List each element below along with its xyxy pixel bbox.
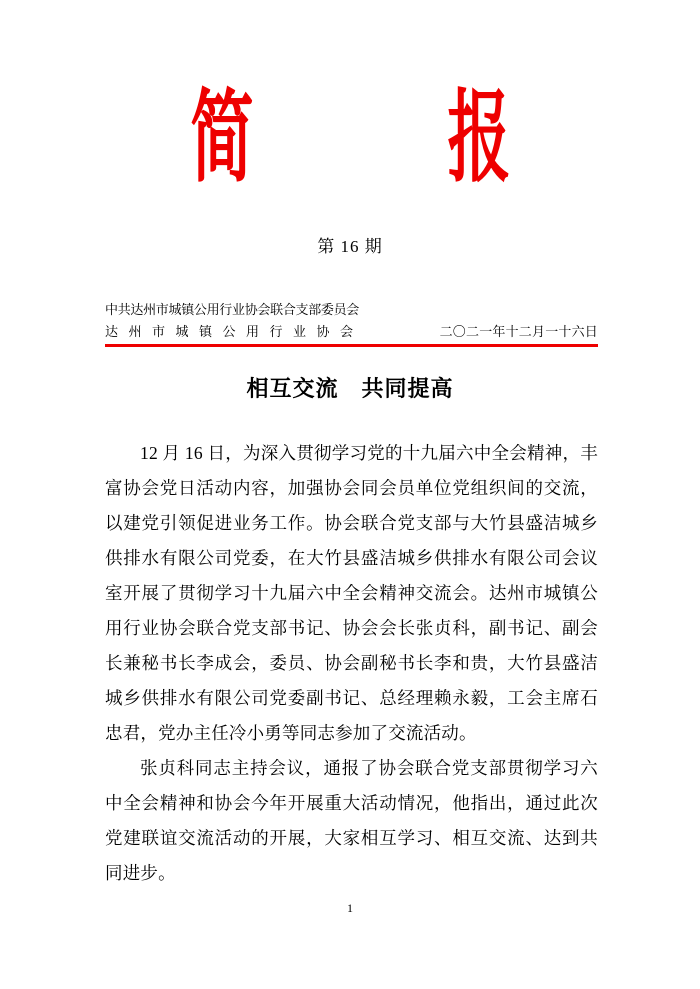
org-header xyxy=(105,299,598,343)
masthead-divider-rule xyxy=(105,344,598,347)
org-name-association: 达州市城镇公用行业协会 xyxy=(105,324,353,339)
page-number: 1 xyxy=(347,901,353,915)
article-paragraph-2: 张贞科同志主持会议，通报了协会联合党支部贯彻学习六中全会精神和协会今年开展重大活动情况，他指出，通过此次党建联谊交流活动的开展，大家相互学习、相互交流、达到共同进步。 xyxy=(105,758,598,883)
masthead-title-char-1: 简 xyxy=(190,83,253,194)
issue-date: 二〇二一年十二月一十六日 xyxy=(439,324,598,339)
masthead-title-char-2: 报 xyxy=(447,83,510,194)
masthead-title xyxy=(0,83,700,194)
org-name-committee: 中共达州市城镇公用行业协会联合支部委员会 xyxy=(105,302,360,317)
article-title: 相互交流 共同提高 xyxy=(246,376,454,401)
org-line-with-date xyxy=(105,321,598,343)
article-paragraph-1: 12 月 16 日，为深入贯彻学习党的十九届六中全会精神，丰富协会党日活动内容，加强协会同会员单位党组织间的交流，以建党引领促进业务工作。协会联合党支部与大竹县盛洁城乡供排水有限公司党委，在大竹县盛洁城乡供排水有限公司会议室开展了贯彻学习十九届六中全会精神交流会。达州市城镇公用行业协会联合党支部书记、协会会长张贞科，副书记、副会长兼秘书长李成会，委员、协会副秘书长李和贵，大竹县盛洁城乡供排水有限公司党委副书记、总经理赖永毅，工会主席石忠君，党办主任冷小勇等同志参加了交流活动。 xyxy=(105,443,598,743)
issue-number: 第 16 期 xyxy=(317,237,383,256)
article-body xyxy=(105,436,598,891)
